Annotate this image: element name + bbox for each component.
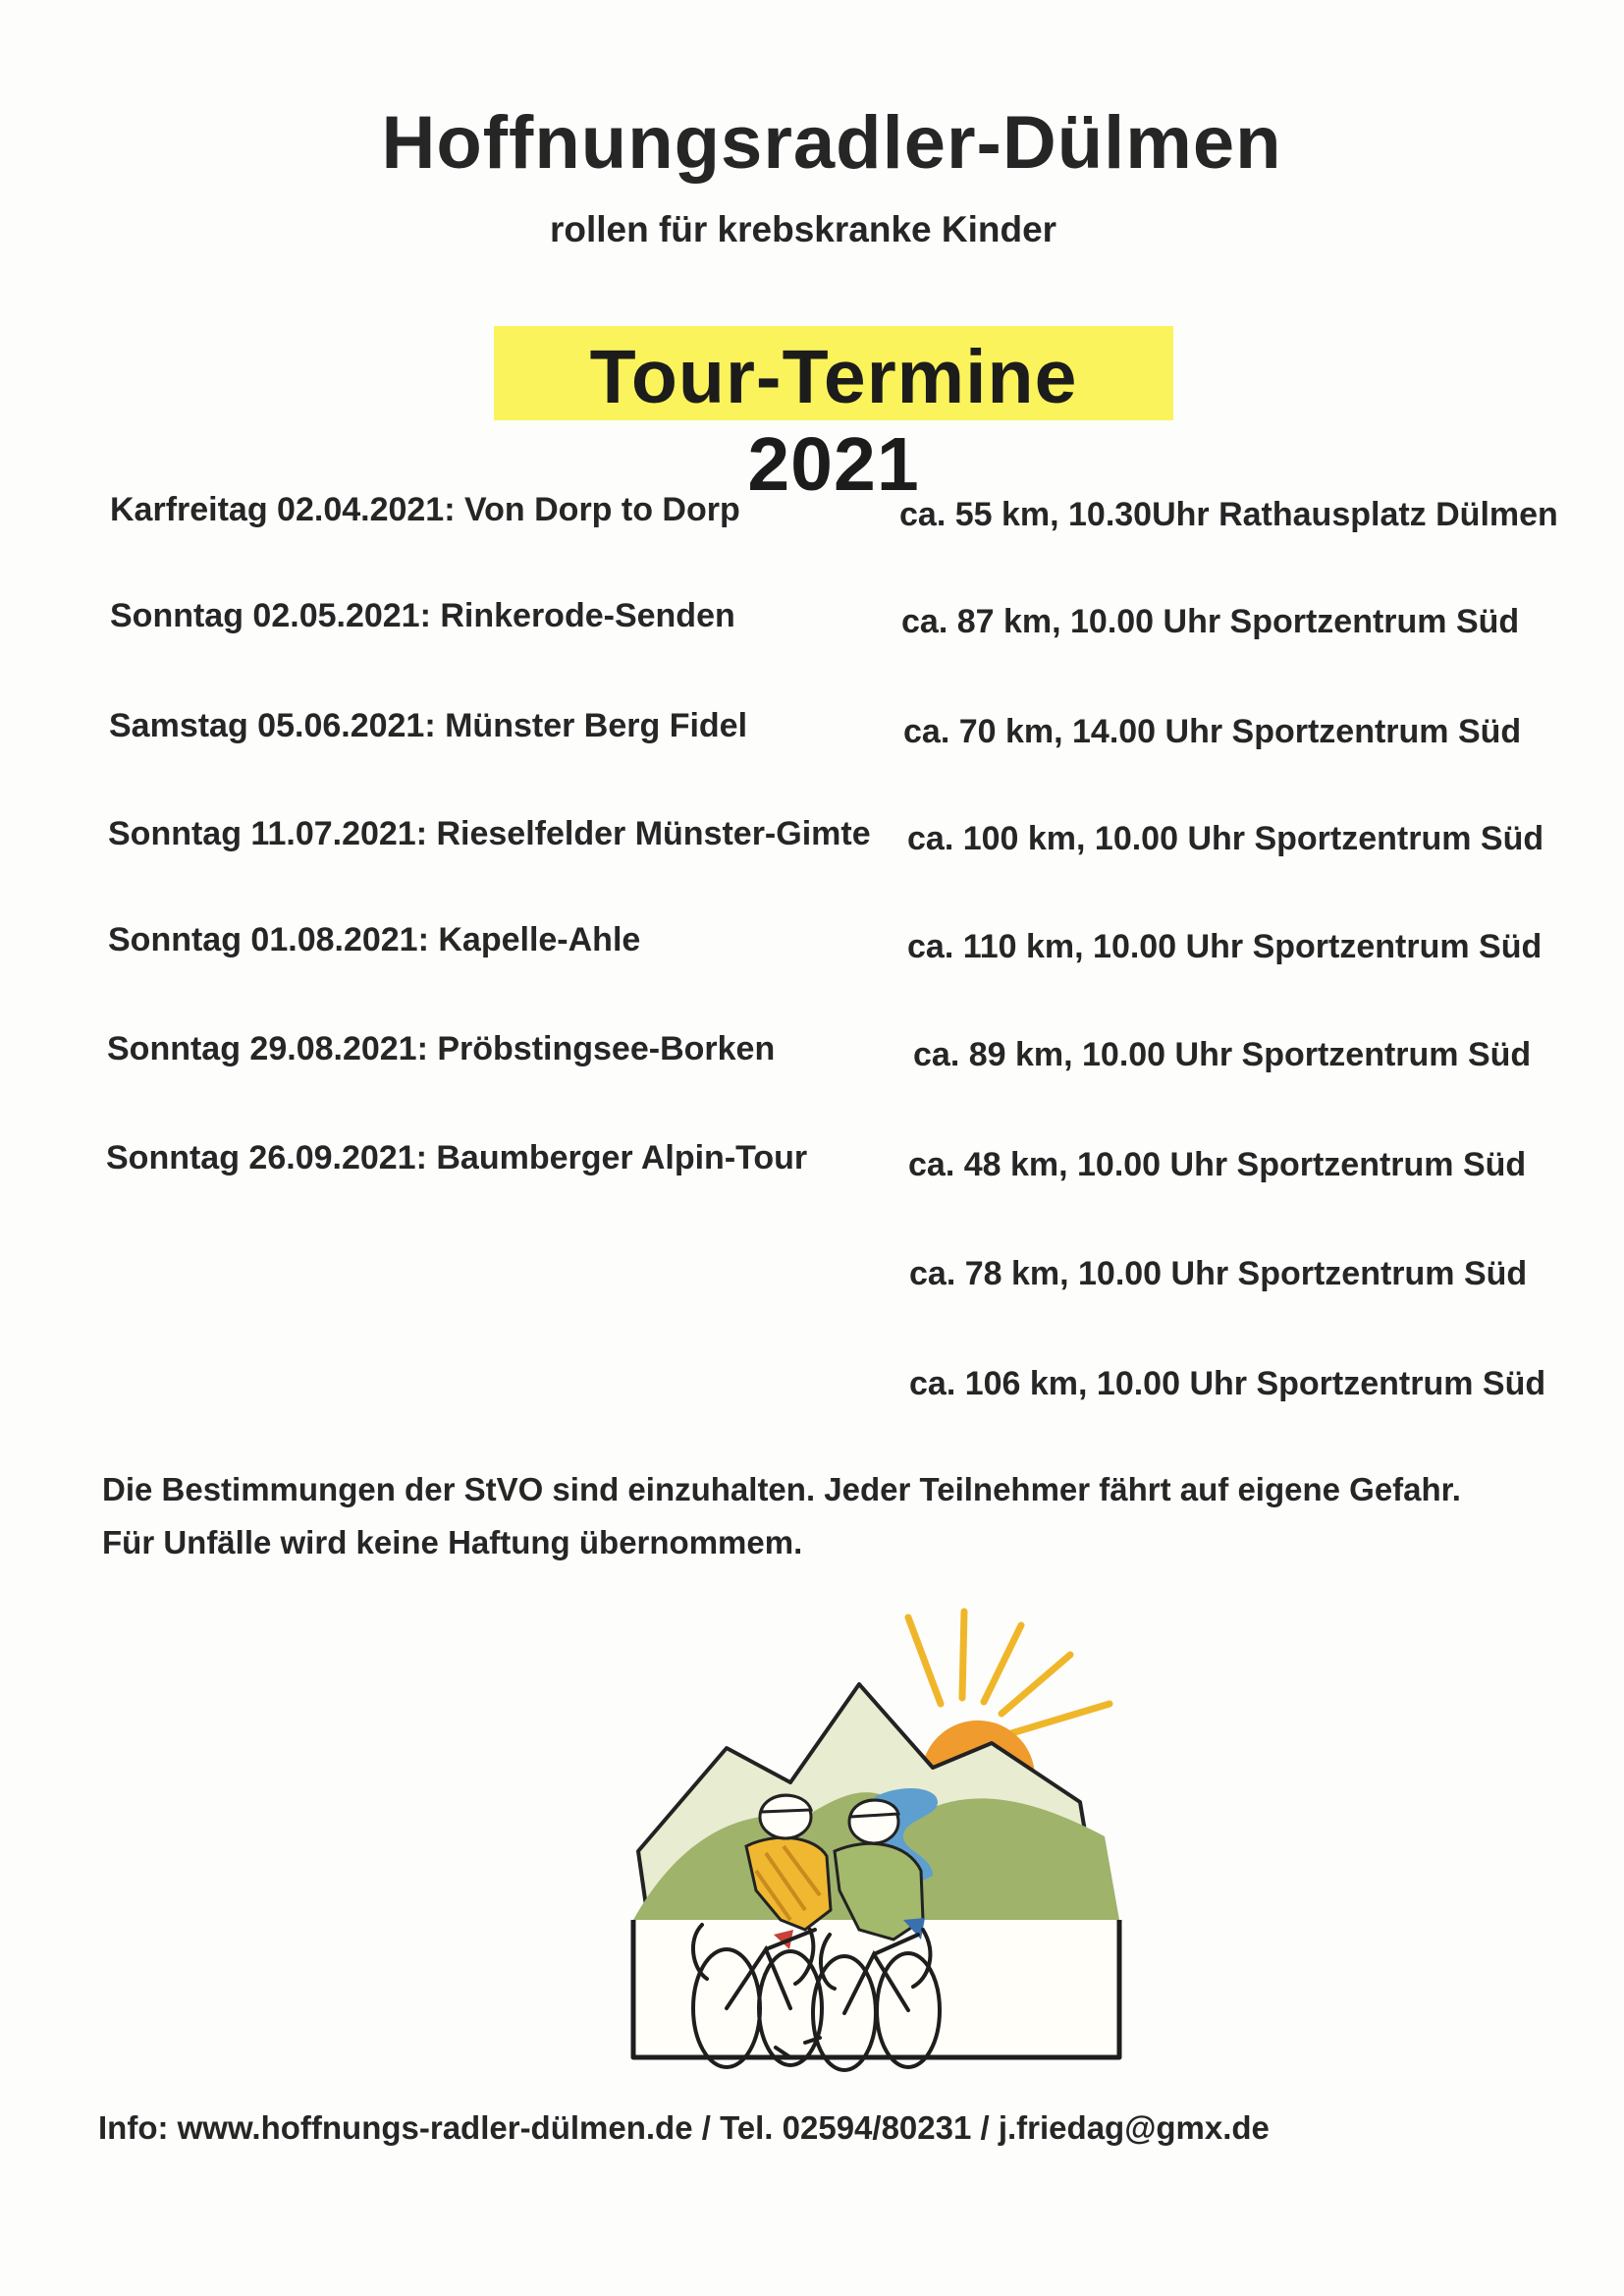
- tour-details: ca. 100 km, 10.00 Uhr Sportzentrum Süd: [907, 820, 1544, 857]
- tour-details: ca. 89 km, 10.00 Uhr Sportzentrum Süd: [913, 1036, 1532, 1073]
- tour-date: Karfreitag 02.04.2021: Von Dorp to Dorp: [110, 491, 740, 528]
- tour-date: Sonntag 02.05.2021: Rinkerode-Senden: [110, 597, 735, 634]
- tour-details: ca. 55 km, 10.30Uhr Rathausplatz Dülmen: [899, 496, 1558, 533]
- notice-line-1: Die Bestimmungen der StVO sind einzuhalten. Jeder Teilnehmer fährt auf eigene Gefahr.: [102, 1471, 1461, 1507]
- cyclists-mountains-sun-logo: [609, 1596, 1159, 2106]
- tour-date: Sonntag 01.08.2021: Kapelle-Ahle: [108, 921, 641, 958]
- notice-line-2: Für Unfälle wird keine Haftung übernommem.: [102, 1524, 803, 1560]
- tour-date: Sonntag 11.07.2021: Rieselfelder Münster-Gimte: [108, 815, 871, 852]
- tour-details: ca. 110 km, 10.00 Uhr Sportzentrum Süd: [907, 928, 1543, 965]
- tour-date: Samstag 05.06.2021: Münster Berg Fidel: [109, 707, 748, 744]
- tour-details: ca. 87 km, 10.00 Uhr Sportzentrum Süd: [901, 603, 1520, 640]
- tour-details: ca. 78 km, 10.00 Uhr Sportzentrum Süd: [909, 1255, 1528, 1292]
- heading-highlight: [494, 326, 1173, 507]
- tour-details: ca. 70 km, 14.00 Uhr Sportzentrum Süd: [903, 713, 1522, 750]
- contact-info: Info: www.hoffnungs-radler-dülmen.de / Tel. 02594/80231 / j.friedag@gmx.de: [98, 2109, 1270, 2146]
- page-subtitle: rollen für krebskranke Kinder: [549, 209, 1057, 249]
- tour-details: ca. 48 km, 10.00 Uhr Sportzentrum Süd: [908, 1146, 1527, 1183]
- tour-heading: Tour-Termine 2021: [589, 335, 1078, 507]
- tour-details: ca. 106 km, 10.00 Uhr Sportzentrum Süd: [909, 1365, 1546, 1402]
- tour-date: Sonntag 26.09.2021: Baumberger Alpin-Tour: [106, 1139, 808, 1176]
- page-title: Hoffnungsradler-Dülmen: [381, 101, 1282, 185]
- tour-date: Sonntag 29.08.2021: Pröbstingsee-Borken: [107, 1030, 776, 1067]
